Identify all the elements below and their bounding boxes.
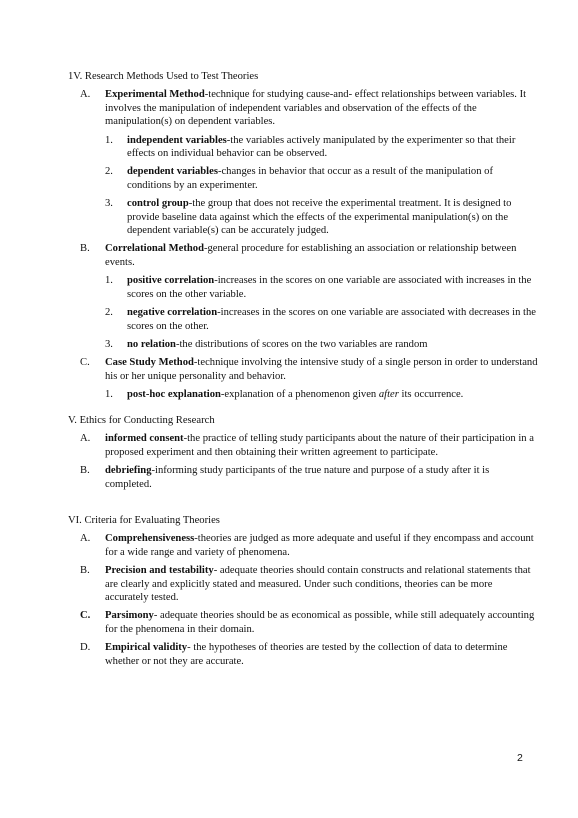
item-label: 1. — [105, 134, 113, 146]
term: control group — [127, 198, 189, 210]
item-label: B. — [80, 465, 90, 477]
definition-end: its occurrence. — [398, 389, 464, 401]
definition: -explanation of a phenomenon given — [220, 389, 379, 401]
definition: -the group that does not receive the experimental treatment. It is designed to provide baseline data against which the effects of the experimental manipulation(s) on the dependent variable(s) can be accurately judged. — [127, 198, 512, 237]
definition: -informing study participants of the true nature and purpose of a study after it is completed. — [105, 465, 490, 490]
term: informed consent — [105, 433, 184, 445]
term: Correlational Method — [105, 243, 204, 255]
item-label: 3. — [105, 338, 113, 350]
definition: - the hypotheses of theories are tested by the collection of data to determine whether or not they are accurate. — [105, 642, 508, 667]
item-case-study-method — [80, 356, 538, 383]
item-post-hoc-explanation — [105, 388, 538, 401]
section-iv — [68, 70, 538, 402]
term: negative correlation — [127, 307, 218, 319]
definition: -theories are judged as more adequate and useful if they encompass and account for a wide range and variety of phenomena. — [105, 533, 534, 558]
definition: -the variables actively manipulated by the experimenter so that their effects on individual behavior can be observed. — [127, 134, 516, 160]
item-comprehensiveness — [80, 532, 538, 559]
item-label: 2. — [105, 307, 113, 319]
definition: - adequate theories should be as economical as possible, while still adequately accounting for the phenomena in their domain. — [105, 610, 535, 635]
definition: -the distributions of scores on the two variables are random — [175, 338, 428, 350]
item-label: 1. — [105, 389, 113, 401]
term: post-hoc explanation — [127, 389, 221, 401]
term: positive correlation — [127, 275, 215, 287]
item-parsimony — [80, 609, 538, 636]
term: Case Study Method — [105, 357, 194, 369]
item-positive-correlation — [105, 274, 538, 301]
term: dependent variables — [127, 166, 218, 178]
definition: -technique involving the intensive study of a single person in order to understand his or her unique personality and behavior. — [105, 357, 538, 382]
section-iv-heading: 1V. Research Methods Used to Test Theories — [68, 71, 259, 82]
item-label: B. — [80, 565, 90, 577]
definition: -increases in the scores on one variable are associated with decreases in the scores on the other. — [127, 307, 536, 332]
term: Precision and testability — [105, 565, 214, 577]
term: debriefing — [105, 465, 152, 477]
item-label: A. — [80, 89, 91, 101]
page-number: 2 — [517, 752, 523, 764]
item-informed-consent — [80, 432, 538, 459]
item-independent-variables — [105, 134, 538, 161]
term: no relation — [127, 338, 176, 350]
item-dependent-variables — [105, 165, 538, 192]
emphasis: after — [378, 389, 399, 401]
definition: -changes in behavior that occur as a result of the manipulation of conditions by an experimenter. — [127, 166, 493, 191]
item-label: A. — [80, 433, 91, 445]
definition: -the practice of telling study participants about the nature of their participation in a proposed experiment and then obtaining their written agreement to participate. — [105, 433, 534, 458]
definition: - adequate theories should contain constructs and relational statements that are clearly and explicitly stated and measured. Under such conditions, theories can be more accurately tested. — [105, 565, 531, 604]
item-label: 2. — [105, 166, 113, 178]
item-no-relation — [105, 338, 538, 351]
item-label: C. — [80, 610, 91, 622]
term: independent variables — [127, 134, 227, 146]
term: Comprehensiveness — [105, 533, 195, 545]
item-label: 3. — [105, 198, 113, 210]
item-control-group — [105, 197, 538, 237]
definition: -increases in the scores on one variable are associated with increases in the scores on the other variable. — [127, 275, 532, 300]
item-correlational-method — [80, 242, 538, 269]
item-negative-correlation — [105, 306, 538, 333]
item-precision-and-testability — [80, 564, 538, 604]
item-empirical-validity — [80, 641, 538, 668]
item-debriefing — [80, 464, 538, 491]
item-label: D. — [80, 642, 91, 654]
item-label: C. — [80, 357, 90, 369]
item-label: A. — [80, 533, 91, 545]
definition: -general procedure for establishing an association or relationship between events. — [105, 243, 517, 268]
section-vi-heading: VI. Criteria for Evaluating Theories — [68, 515, 220, 526]
item-label: 1. — [105, 275, 113, 287]
definition: -technique for studying cause-and- effect relationships between variables. It involves the manipulation of independent variables and observation of the effects of the manipulation(s) on dependent variables. — [105, 89, 527, 128]
section-vi — [68, 514, 538, 668]
item-experimental-method — [80, 88, 538, 128]
term: Parsimony — [105, 610, 154, 622]
section-v-heading: V. Ethics for Conducting Research — [68, 415, 215, 426]
section-v — [68, 414, 538, 491]
term: Empirical validity — [105, 642, 188, 654]
term: Experimental Method — [105, 89, 205, 101]
item-label: B. — [80, 243, 90, 255]
